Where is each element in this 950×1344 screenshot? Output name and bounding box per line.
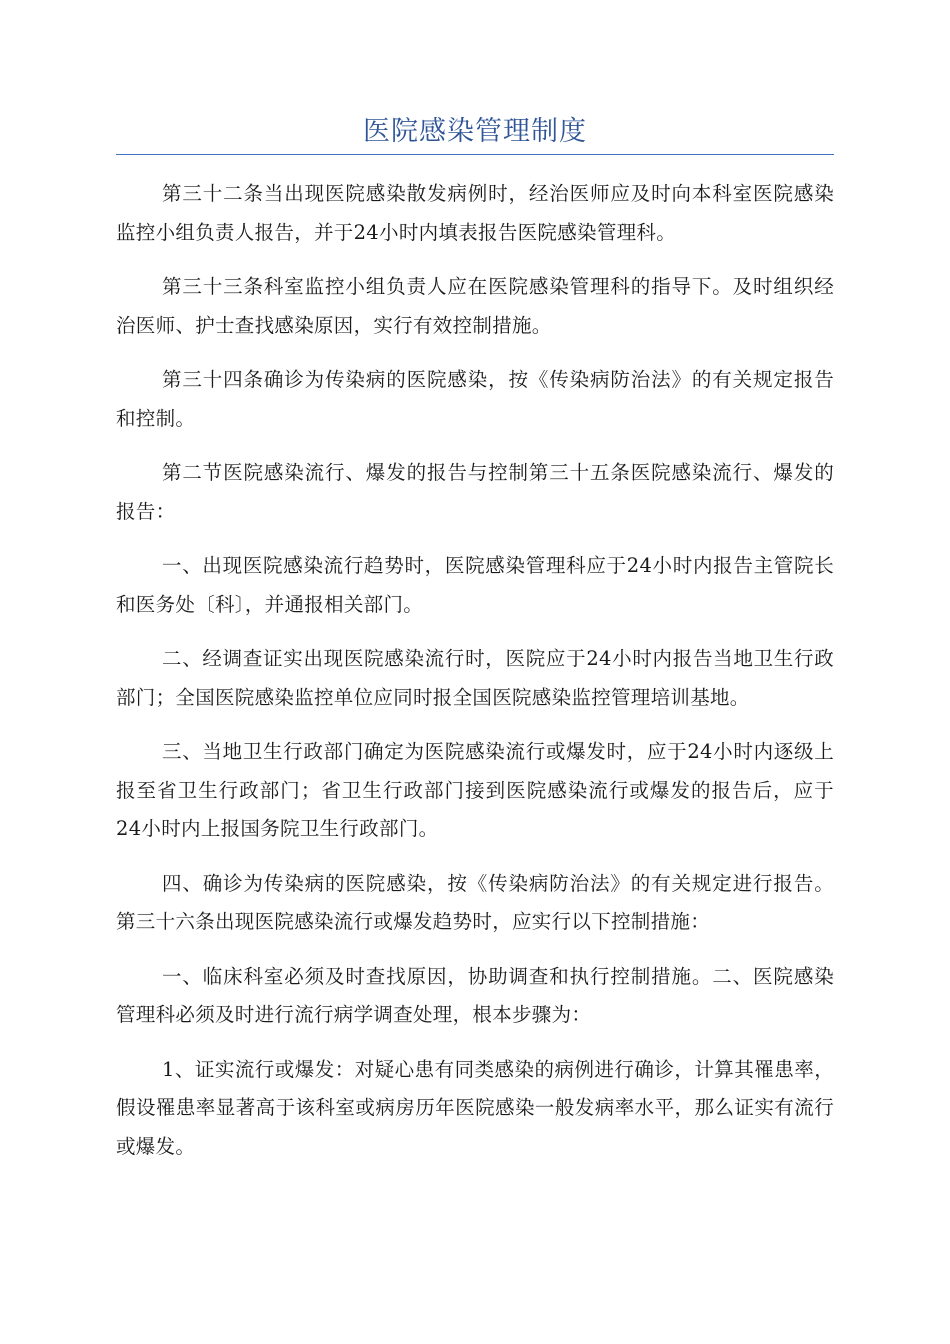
paragraph-item-1: 一、出现医院感染流行趋势时，医院感染管理科应于24小时内报告主管院长和医务处〔科〕，并通报相关部门。 [116,554,834,616]
paragraph-item-3: 三、当地卫生行政部门确定为医院感染流行或爆发时，应于24小时内逐级上报至省卫生行政部门；省卫生行政部门接到医院感染流行或爆发的报告后，应于24小时内上报国务院卫生行政部门。 [116,740,834,840]
page-title: 医院感染管理制度 [363,116,587,147]
paragraph-measures-1-2: 一、临床科室必须及时查找原因，协助调查和执行控制措施。二、医院感染管理科必须及时进行流行病学调查处理，根本步骤为： [116,964,834,1026]
paragraph-article-33: 第三十三条科室监控小组负责人应在医院感染管理科的指导下。及时组织经治医师、护士查找感染原因，实行有效控制措施。 [116,275,834,337]
document-body [116,175,834,1182]
paragraph-item-2: 二、经调查证实出现医院感染流行时，医院应于24小时内报告当地卫生行政部门；全国医院感染监控单位应同时报全国医院感染监控管理培训基地。 [116,647,834,709]
paragraph-item-4-article-36: 四、确诊为传染病的医院感染，按《传染病防治法》的有关规定进行报告。第三十六条出现医院感染流行或爆发趋势时，应实行以下控制措施： [116,871,834,933]
paragraph-article-34: 第三十四条确诊为传染病的医院感染，按《传染病防治法》的有关规定报告和控制。 [116,368,834,430]
paragraph-section-2-article-35: 第二节医院感染流行、爆发的报告与控制第三十五条医院感染流行、爆发的报告： [116,461,834,523]
paragraph-article-32: 第三十二条当出现医院感染散发病例时，经治医师应及时向本科室医院感染监控小组负责人报告，并于24小时内填表报告医院感染管理科。 [116,182,834,244]
paragraph-step-1: 1、证实流行或爆发：对疑心患有同类感染的病例进行确诊，计算其罹患率，假设罹患率显著高于该科室或病房历年医院感染一般发病率水平，那么证实有流行或爆发。 [116,1057,834,1158]
title-underline [116,154,834,155]
